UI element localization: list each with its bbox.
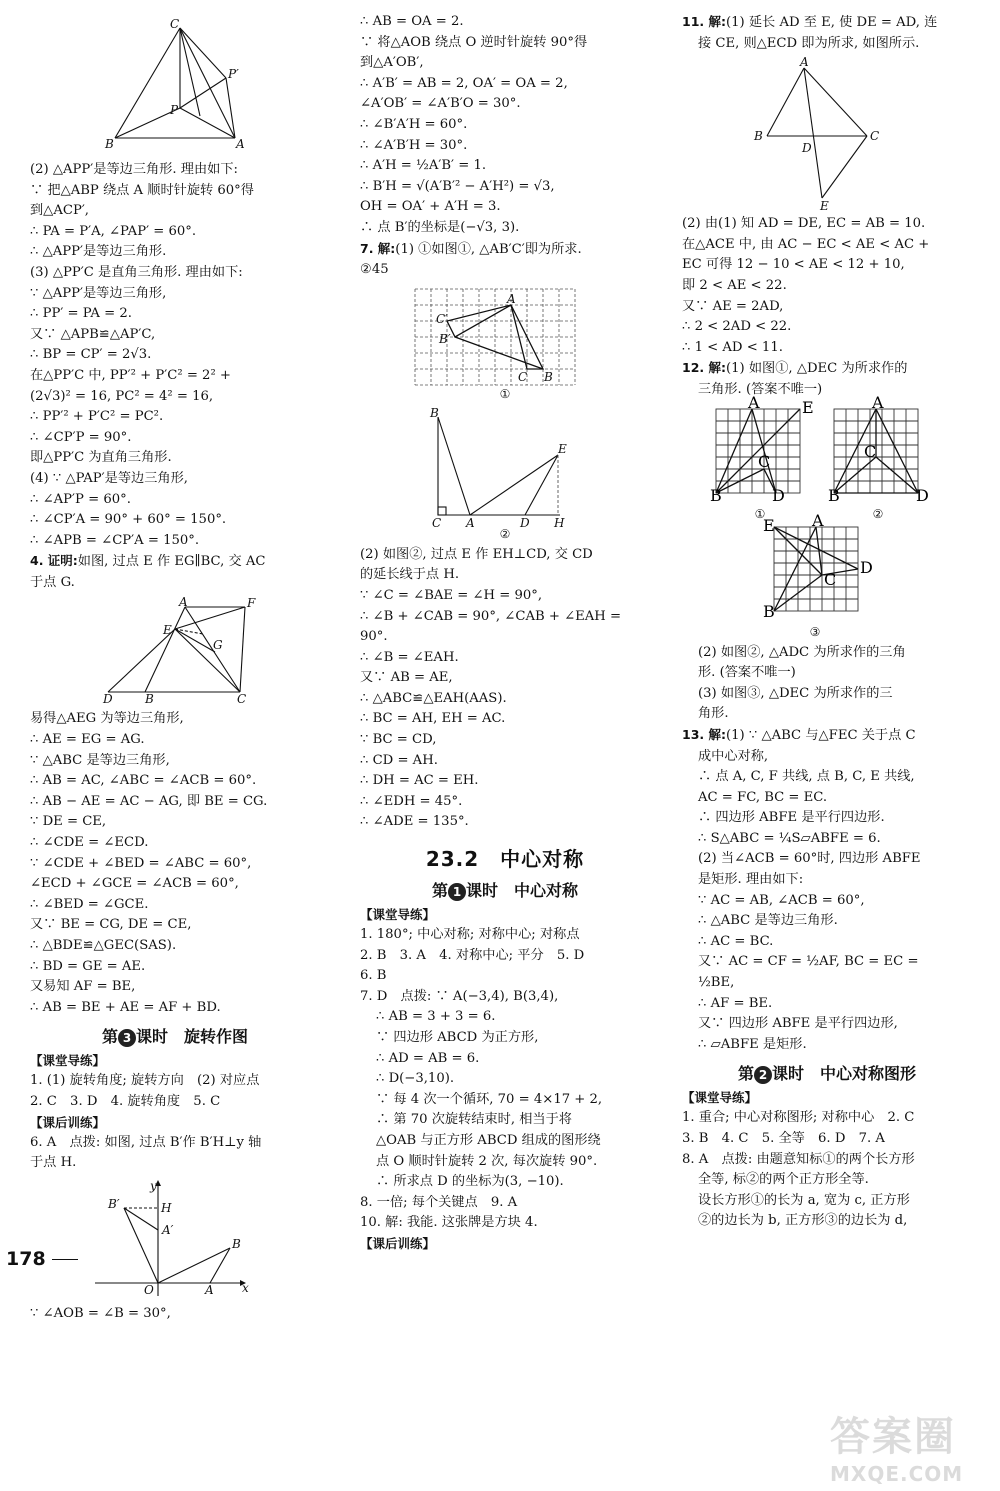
svg-text:C: C [870,129,880,144]
text-line: 1. 重合; 中心对称图形; 对称中心 2. C [682,1110,915,1126]
text-line: ∴ B′H = √(A′B′² − A′H²) = √3, [360,178,555,194]
text-line: ∵ 把△ABP 绕点 A 顺时针旋转 60°得 [30,182,254,198]
text-line: ∴ A′B′ = AB = 2, OA′ = OA = 2, [360,75,568,91]
svg-text:B′: B′ [108,1196,120,1211]
svg-text:D: D [916,485,929,505]
text-line: 又∵ AC = CF = ½AF, BC = EC = [698,954,919,970]
text-line: OH = OA′ + A′H = 3. [360,199,501,215]
svg-text:B: B [754,129,763,144]
text-line: 于点 H. [30,1155,77,1171]
col1-block-1 [30,160,320,551]
text-line: 设长方形①的长为 a, 宽为 c, 正方形 [698,1192,910,1208]
text-line: (2√3)² = 16, PC² = 4² = 16, [30,388,214,404]
lesson-3-heading [30,1024,320,1047]
lesson-title: 课时 中心对称图形 [772,1064,917,1084]
lesson-prefix: 第 [101,1027,118,1047]
text-line: ∴ ∠B′A′H = 60°. [360,116,468,132]
section-title: 23.2 中心对称 [425,847,585,872]
svg-text:B: B [710,485,722,505]
q4-label: 4. 证明: [30,553,78,569]
svg-text:B: B [544,369,553,384]
after-class-label: 【课后训练】 [30,1114,106,1130]
q7-triangles-diagram [360,405,630,530]
text-line: ∴ △APP′是等边三角形. [30,244,167,260]
text-line: ∵ ∠C = ∠BAE = ∠H = 90°, [360,587,543,603]
figure-caption-1: ① [754,506,766,521]
figure-q4 [30,597,320,705]
svg-text:E: E [802,397,814,417]
q12-grid-1 [710,392,814,505]
figure-q12-2 [828,392,929,521]
text-line: ∴ ∠B = ∠EAH. [360,649,459,665]
text-line: (2) 如图②, △ADC 为所求作的三角 [698,644,906,660]
text-line: (3) 如图③, △DEC 为所求作的三 [698,685,893,701]
text-line: ∴ AC = BC. [698,933,774,949]
guide-label: 【课堂导练】 [360,907,436,923]
q12-label: 12. 解: [682,360,726,376]
text-line: ∵ 将△AOB 绕点 O 逆时针旋转 90°得 [360,34,588,50]
svg-text:A: A [205,1282,214,1297]
text-line: ∴ AD = AB = 6. [376,1050,480,1066]
text-line: 2. B 3. A 4. 对称中心; 平分 5. D [360,947,585,963]
triangle-abp-diagram [30,16,280,156]
svg-text:E: E [163,623,172,638]
text-line: ∠ECD + ∠GCE = ∠ACB = 60°, [30,876,239,892]
text-line: ∵ DE = CE, [30,814,107,830]
guide-label: 【课堂导练】 [30,1053,106,1069]
question-4 [30,551,320,573]
svg-text:C: C [758,451,771,471]
svg-text:C: C [824,569,837,589]
svg-text:C: C [237,692,247,707]
svg-text:A: A [748,392,760,412]
text-line: (3) △PP′C 是直角三角形. 理由如下: [30,264,243,280]
text-line: 1. (1) 旋转角度; 旋转方向 (2) 对应点 [30,1073,260,1089]
text-line: ∴ CD = AH. [360,752,438,768]
text-line: 是矩形. 理由如下: [698,872,804,888]
svg-text:H: H [161,1200,172,1215]
question-13 [682,725,972,747]
svg-text:C′: C′ [436,311,448,326]
text-line: ∴ △ABC 是等边三角形. [698,913,838,929]
text-line: 又∵ AB = AE, [360,670,453,686]
text-line: ∴ 点 B′的坐标是(−√3, 3). [360,219,520,235]
svg-text:C: C [170,17,180,31]
text-line: ∴ ∠EDH = 45°. [360,793,463,809]
svg-text:y: y [150,1178,157,1193]
text-line: 又∵ BE = CG, DE = CE, [30,917,192,933]
svg-text:D: D [520,515,530,530]
text-line: ∴ 第 70 次旋转结束时, 相当于将 [376,1112,572,1128]
text-line: (2) △APP′是等边三角形. 理由如下: [30,162,238,177]
text-line: 又∵ 四边形 ABFE 是平行四边形, [698,1016,898,1032]
text-line: 在△PP′C 中, PP′² + P′C² = 2² + [30,367,231,383]
svg-text:E: E [763,515,775,535]
svg-text:A: A [236,137,245,151]
text-line: ∴ ∠CDE = ∠ECD. [30,835,149,851]
text-line: ∵ 四边形 ABCD 为正方形, [376,1030,539,1045]
text-line: 又∵ △APB≌△AP′C, [30,326,156,342]
text-line: ∴ AE = EG = AG. [30,732,145,748]
svg-text:A′: A′ [162,1222,174,1237]
figure-caption-1: ① [499,386,511,401]
svg-text:G: G [213,638,223,653]
text-line: 到△A′OB′, [360,55,424,71]
text-line: ∵ △APP′是等边三角形, [30,285,167,301]
text-line: ∴ 1 < AD < 11. [682,339,783,355]
text-line: ∴ ∠B + ∠CAB = 90°, ∠CAB + ∠EAH = [360,608,622,624]
text-line: 全等, 标②的两个正方形全等. [698,1172,869,1188]
figure-caption-2: ② [872,506,884,521]
text-line: ∴ S△ABC = ¼S▱ABFE = 6. [698,830,881,846]
text-line: 到△ACP′, [30,203,90,219]
svg-text:A: A [800,55,809,70]
column-3 [682,12,972,1232]
q12-text: (1) 如图①, △DEC 为所求作的 [726,361,908,377]
svg-text:D: D [772,485,785,505]
lesson-number: 2 [754,1066,772,1084]
text-line: ∴ BP = CP′ = 2√3. [30,347,152,363]
text-line: 1. 180°; 中心对称; 对称中心; 对称点 [360,927,580,943]
text-line: ∴ ∠BED = ∠GCE. [30,896,149,912]
text-line: 易得△AEG 为等边三角形, [30,711,184,727]
text-line: ∵ AC = AB, ∠ACB = 60°, [698,892,865,908]
q4-diagram [30,597,280,705]
text-line: (2) 由(1) 知 AD = DE, EC = AB = 10. [682,216,926,232]
figure-q12-row [710,392,972,521]
text-line: 10. 解: 我能. 这张牌是方块 4. [360,1215,538,1231]
text-line: ∴ ∠AP′P = 60°. [30,491,131,507]
figure-q12-1 [710,392,814,521]
q13-text: (1) ∵ △ABC 与△FEC 关于点 C [726,727,916,743]
col1-block-2 [30,709,320,1018]
svg-text:A: A [812,510,824,530]
column-1 [30,12,320,1324]
text-line: 2. C 3. D 4. 旋转角度 5. C [30,1093,221,1109]
q11-text: (1) 延长 AD 至 E, 使 DE = AD, 连 [726,15,938,30]
text-line: (2) 如图②, 过点 E 作 EH⊥CD, 交 CD [360,546,593,562]
text-line: ∴ ∠CP′A = 90° + 60° = 150°. [30,512,227,528]
text-line: ∴ 2 < 2AD < 22. [682,319,792,335]
text-line: ∴ AB = OA = 2. [360,14,464,29]
text-line: 即 2 < AE < 22. [682,277,787,293]
svg-text:C: C [864,441,877,461]
q6-coordinate-diagram [30,1178,280,1300]
lesson-1-heading [360,878,650,901]
page-number: 178 [6,1248,78,1270]
text-line: 接 CE, 则△ECD 即为所求, 如图所示. [698,35,920,51]
svg-text:O: O [144,1282,154,1297]
text-line: AC = FC, BC = EC. [698,789,828,805]
text-line: ∴ 所求点 D 的坐标为(3, −10). [376,1174,564,1190]
text-line: ∴ PP′² + P′C² = PC². [30,409,164,425]
text-line: ∴ PA = P′A, ∠PAP′ = 60°. [30,223,197,239]
text-line: △OAB 与正方形 ABCD 组成的图形绕 [376,1132,601,1148]
text-line: 6. A 点拨: 如图, 过点 B′作 B′H⊥y 轴 [30,1134,262,1150]
svg-text:B: B [105,137,114,151]
col2-block-1 [360,12,650,239]
q7-text: (1) ①如图①, △AB′C′即为所求. [395,241,582,257]
text-line: ∴ DH = AC = EH. [360,773,479,789]
figure-caption-3: ③ [809,624,821,639]
text-line: ∴ AF = BE. [698,995,773,1011]
text-line: ∴ BD = GE = AE. [30,958,146,974]
svg-text:A: A [179,595,188,610]
text-line: 又易知 AF = BE, [30,979,136,995]
watermark-logo [830,1405,980,1486]
q11-diagram [682,55,952,214]
text-line: (2) 当∠ACB = 60°时, 四边形 ABFE [698,851,921,867]
q4-text: 如图, 过点 E 作 EG∥BC, 交 AC [77,554,266,570]
figure-q7-grid [360,285,650,401]
text-line: ∵ △ABC 是等边三角形, [30,752,170,768]
figure-caption-2: ② [499,526,511,541]
text-line: ∴ BC = AH, EH = AC. [360,711,506,727]
text-line: ∴ ∠CP′P = 90°. [30,429,132,445]
text-line: ∴ AB = 3 + 3 = 6. [376,1009,496,1025]
q12-grid-3 [760,510,873,621]
svg-text:B: B [763,601,775,621]
text-line: 的延长线于点 H. [360,567,460,583]
svg-text:B: B [145,692,154,707]
svg-text:B: B [828,485,840,505]
text-line: 角形. [698,706,729,722]
text-line: 形. (答案不唯一) [698,665,796,681]
watermark-url: MXQE.COM [830,1462,964,1486]
svg-text:A: A [466,515,475,530]
lesson-2-heading [682,1061,972,1084]
text-line: 90°. [360,629,388,645]
text-line: ∴ ∠A′B′H = 30°. [360,137,468,153]
text-line: 7. D 点拨: ∵ A(−3,4), B(3,4), [360,988,559,1004]
question-11 [682,12,972,34]
svg-text:D: D [802,141,812,156]
q7-label: 7. 解: [360,240,396,256]
text-line: ∵ BC = CD, [360,732,437,748]
text-line: ∠A′OB′ = ∠A′B′O = 30°. [360,96,521,112]
text-line: 在△ACE 中, 由 AC − EC < AE < AC + [682,236,930,252]
svg-text:F: F [247,596,256,611]
q7-grid-diagram [360,285,630,387]
figure-q6 [30,1178,320,1300]
text-line: ∵ ∠CDE + ∠BED = ∠ABC = 60°, [30,855,252,871]
svg-text:C: C [518,369,528,384]
text-line: ∴ △BDE≌△GEC(SAS). [30,938,177,953]
svg-text:A: A [872,392,884,412]
text-line: ∴ AB − AE = AC − AG, 即 BE = CG. [30,793,268,809]
col3-block-2 [682,643,972,725]
text-line: ∵ 每 4 次一个循环, 70 = 4×17 + 2, [376,1091,603,1107]
text-line: 即△PP′C 为直角三角形. [30,450,172,466]
text-line: (4) ∵ △PAP′是等边三角形, [30,470,188,486]
text-line: 6. B [360,968,387,984]
text-line: ∴ ∠APB = ∠CP′A = 150°. [30,532,200,548]
guide-label: 【课堂导练】 [682,1090,758,1106]
text-line: ½BE, [698,975,735,991]
figure-triangle-abp [30,16,320,156]
lesson-number: 3 [118,1029,136,1047]
lesson-title: 课时 中心对称 [466,881,579,901]
text-line: ∴ 点 A, C, F 共线, 点 B, C, E 共线, [698,769,915,785]
lesson-title: 课时 旋转作图 [136,1027,249,1047]
text-line: ∵ ∠AOB = ∠B = 30°, [30,1305,171,1321]
figure-q7-triangles [360,405,650,541]
column-2 [360,12,650,1254]
text-line: ∴ 四边形 ABFE 是平行四边形. [698,810,885,826]
text-line: ∴ A′H = ½A′B′ = 1. [360,158,487,174]
q13-label: 13. 解: [682,726,726,742]
text-line: ∴ ▱ABFE 是矩形. [698,1036,807,1052]
svg-text:P′: P′ [228,67,239,81]
text-line: 3. B 4. C 5. 全等 6. D 7. A [682,1131,885,1146]
col2-block-2 [360,545,650,833]
text-line: ∴ D(−3,10). [376,1071,455,1087]
text-line: ∴ AB = AC, ∠ABC = ∠ACB = 60°. [30,773,257,789]
text-line: 点 O 顺时针旋转 2 次, 每次旋转 90°. [376,1153,598,1169]
svg-text:E: E [820,199,829,214]
svg-text:H: H [554,515,565,530]
text-line: ②的边长为 b, 正方形③的边长为 d, [698,1213,908,1229]
text-line: 又∵ AE = 2AD, [682,298,784,314]
text-line: 8. A 点拨: 由题意知标①的两个长方形 [682,1151,915,1167]
q11-label: 11. 解: [682,14,726,29]
col3-block-4 [682,1108,972,1232]
svg-text:D: D [103,692,113,707]
lesson-prefix: 第 [431,881,448,901]
lesson-number: 1 [448,883,466,901]
svg-text:B: B [232,1236,241,1251]
text-line: ∴ ∠ADE = 135°. [360,814,469,830]
svg-text:B′: B′ [439,331,451,346]
svg-text:D: D [860,557,873,577]
text-line: ∴ △ABC≌△EAH(AAS). [360,690,507,706]
text-line: 成中心对称, [698,748,769,764]
text-line: 8. 一倍; 每个关键点 9. A [360,1194,518,1210]
col3-block-3 [682,747,972,1056]
svg-text:E: E [558,441,567,456]
svg-text:x: x [242,1280,249,1295]
figure-q12-3 [760,510,873,639]
after-class-label: 【课后训练】 [360,1235,436,1251]
text-line: EC 可得 12 − 10 < AE < 12 + 10, [682,257,905,273]
text-line: ∴ PP′ = PA = 2. [30,306,132,322]
svg-text:P: P [170,103,179,117]
text-line: ∴ AB = BE + AE = AF + BD. [30,999,221,1015]
watermark-text: 答案圈 [830,1414,956,1460]
question-7 [360,239,650,261]
question-12 [682,358,972,380]
text-line: 三角形. (答案不唯一) [698,381,823,397]
q12-grid-2 [828,392,929,505]
svg-text:B: B [430,405,439,420]
svg-text:C: C [432,515,442,530]
col2-block-3 [360,925,650,1234]
lesson-prefix: 第 [737,1064,754,1084]
col3-block-1 [682,214,972,358]
figure-q11 [682,55,972,214]
svg-text:A: A [507,291,516,306]
text-line: 于点 G. [30,574,75,590]
text-line: ②45 [360,262,389,278]
